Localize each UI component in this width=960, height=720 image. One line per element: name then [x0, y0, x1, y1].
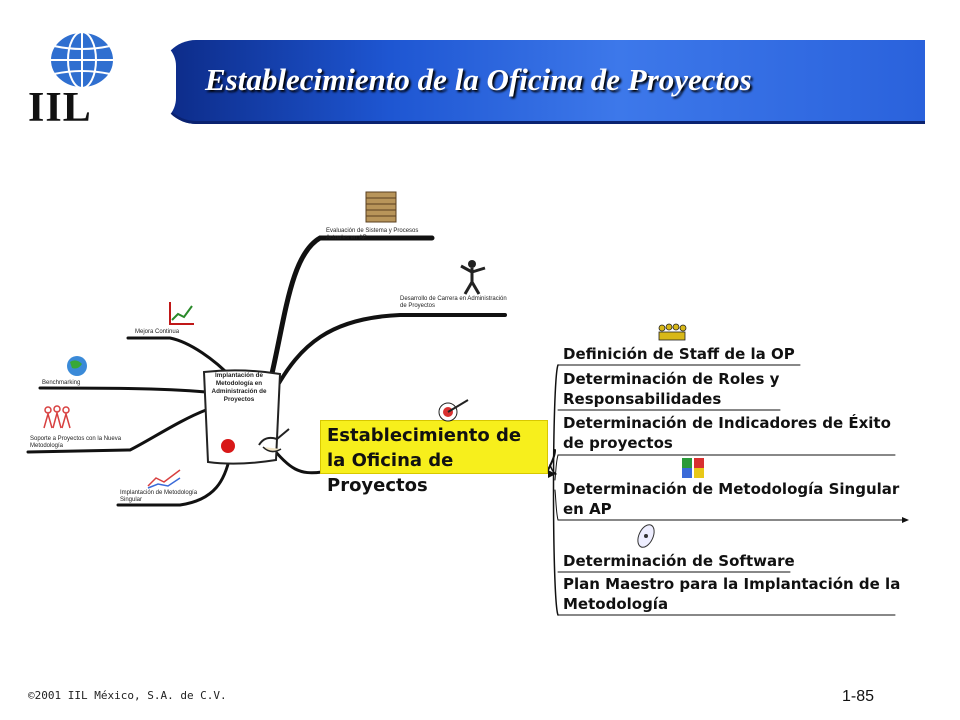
globe-icon — [64, 354, 90, 378]
growth-chart-icon — [166, 300, 196, 328]
branch-label-implantacion: Implantación de Metodología Singular — [120, 490, 198, 503]
slide-title: Establecimiento de la Oficina de Proyectos — [205, 62, 752, 97]
copyright-footer: ©2001 IIL México, S.A. de C.V. — [28, 689, 227, 702]
central-node: Establecimiento de la Oficina de Proyectos — [320, 420, 548, 474]
disc-icon — [634, 522, 658, 550]
branch-label-desarrollo: Desarrollo de Carrera en Administración de Proyectos — [400, 296, 507, 309]
right-branch-software: Determinación de Software — [563, 552, 795, 570]
right-branch-indicadores: Determinación de Indicadores de Éxito de proyectos — [563, 414, 891, 452]
branch-label-benchmarking: Benchmarking — [42, 380, 81, 386]
logo-text: IIL — [28, 85, 92, 131]
people-group-icon — [40, 404, 74, 432]
root-node-label: Implantación de Metodología en Administración de Proyectos — [211, 372, 267, 403]
right-branch-plan-maestro: Plan Maestro para la Implantación de la Metodología — [563, 575, 901, 613]
page-number: 1-85 — [842, 688, 875, 705]
pen-icon — [255, 425, 295, 457]
team-icon — [656, 322, 688, 342]
target-dart-icon — [436, 398, 472, 424]
document-stack-icon — [364, 188, 398, 226]
person-figure-icon — [455, 258, 489, 296]
puzzle-icon — [680, 456, 708, 480]
branch-label-mejora: Mejora Continua — [135, 329, 180, 335]
branch-label-soporte: Soporte a Proyectos con la Nueva Metodología — [30, 436, 122, 449]
trend-lines-icon — [146, 466, 182, 490]
right-branch-roles: Determinación de Roles y Responsabilidades — [563, 370, 780, 408]
branch-label-evaluacion: Evaluación de Sistema y Procesos Actuales en AP — [326, 228, 419, 241]
right-branch-metodologia: Determinación de Metodología Singular en AP — [563, 480, 900, 518]
right-branch-staff: Definición de Staff de la OP — [563, 345, 795, 363]
